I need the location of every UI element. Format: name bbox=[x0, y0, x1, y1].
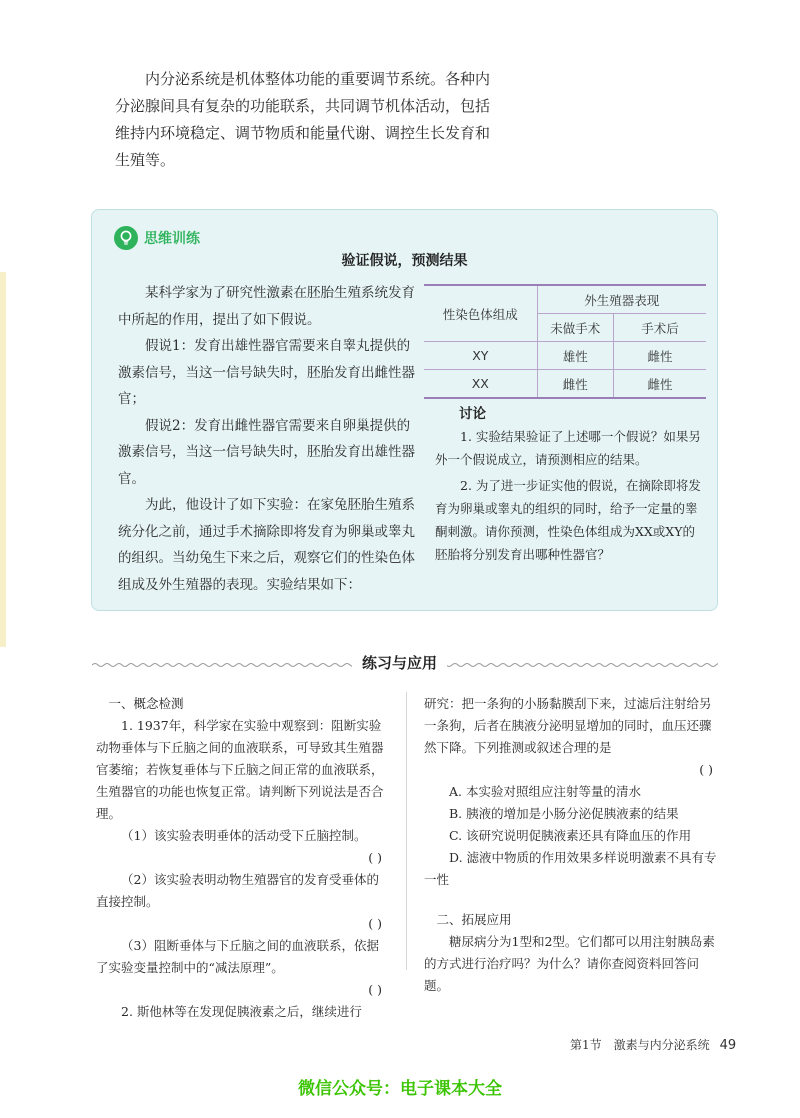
table-cell: 雌性 bbox=[614, 342, 707, 370]
footer-section: 第1节 激素与内分泌系统 bbox=[570, 1038, 710, 1052]
intro-paragraph: 内分泌系统是机体整体功能的重要调节系统。各种内分泌腺间具有复杂的功能联系，共同调节机体活动，包括维持内环境稳定、调节物质和能量代谢、调控生长发育和生殖等。 bbox=[115, 70, 491, 169]
paragraph: 某科学家为了研究性激素在胚胎生殖系统发育中所起的作用，提出了如下假说。 bbox=[118, 285, 415, 328]
table-cell: XX bbox=[424, 370, 537, 399]
option-d: D. 滤液中物质的作用效果多样说明激素不具有专一性 bbox=[424, 850, 717, 887]
option-a: A. 本实验对照组应注射等量的清水 bbox=[449, 784, 641, 799]
box-title: 验证假说，预测结果 bbox=[341, 253, 468, 269]
discussion-item: 1. 实验结果验证了上述哪一个假说？如果另外一个假说成立，请预测相应的结果。 bbox=[435, 429, 701, 467]
table-cell: XY bbox=[424, 342, 537, 370]
table-cell: 雄性 bbox=[537, 342, 613, 370]
extension-title: 二、拓展应用 bbox=[436, 912, 512, 927]
question-1-b: （2）该实验表明动物生殖器官的发育受垂体的直接控制。 bbox=[96, 872, 379, 909]
option-b: B. 胰液的增加是小肠分泌促胰液素的结果 bbox=[449, 806, 679, 821]
paragraph: 假说1：发育出雄性器官需要来自睾丸提供的激素信号，当这一信号缺失时，胚胎发育出雌性器官； bbox=[118, 338, 415, 407]
results-table bbox=[424, 284, 706, 399]
table-header-genitalia: 外生殖器表现 bbox=[537, 285, 706, 314]
table-cell: 雌性 bbox=[614, 370, 707, 399]
lightbulb-icon bbox=[114, 226, 138, 250]
table-header-untreated: 未做手术 bbox=[537, 314, 613, 342]
exercise-right-column bbox=[424, 693, 719, 997]
exercise-left-column bbox=[96, 693, 388, 1023]
column-divider bbox=[406, 692, 407, 970]
option-c: C. 该研究说明促胰液素还具有降血压的作用 bbox=[449, 828, 692, 843]
thinking-training-box bbox=[91, 209, 718, 611]
discussion-text bbox=[435, 426, 705, 570]
question-1-c: （3）阻断垂体与下丘脑之间的血液联系，依据了实验变量控制中的“减法原理”。 bbox=[96, 938, 379, 975]
table-header-after: 手术后 bbox=[614, 314, 707, 342]
page-number: 49 bbox=[719, 1038, 737, 1053]
table-cell: 雌性 bbox=[537, 370, 613, 399]
exercise-section-title: 练习与应用 bbox=[352, 652, 447, 673]
question-1: 1. 1937年，科学家在实验中观察到：阻断实验动物垂体与下丘脑之间的血液联系，可导致其生殖器官萎缩；若恢复垂体与下丘脑之间正常的血液联系，生殖器官的功能也恢复正常。请判断下列说法是否合理。 bbox=[96, 718, 384, 821]
answer-blank: ( ) bbox=[368, 916, 382, 931]
page-edge-tab bbox=[0, 272, 6, 647]
answer-blank: ( ) bbox=[368, 982, 382, 997]
thinking-badge bbox=[114, 226, 200, 250]
table-row bbox=[424, 370, 706, 399]
concept-check-title: 一、概念检测 bbox=[108, 696, 184, 711]
answer-blank: ( ) bbox=[699, 762, 713, 777]
paragraph: 为此，他设计了如下实验：在家兔胚胎生殖系统分化之前，通过手术摘除即将发育为卵巢或睾丸的组织。当幼兔生下来之后，观察它们的性染色体组成及外生殖器的表现。实验结果如下： bbox=[118, 497, 415, 593]
table-row bbox=[424, 342, 706, 370]
paragraph: 假说2：发育出雌性器官需要来自卵巢提供的激素信号，当这一信号缺失时，胚胎发育出雄性器官。 bbox=[118, 417, 415, 487]
wechat-watermark: 微信公众号：电子课本大全 bbox=[298, 1079, 502, 1099]
discussion-item: 2. 为了进一步证实他的假说，在摘除即将发育为卵巢或睾丸的组织的同时，给予一定量的睾酮刺激。请你预测，性染色体组成为XX或XY的胚胎将分别发育出哪种性器官？ bbox=[435, 478, 701, 562]
answer-blank: ( ) bbox=[368, 850, 382, 865]
question-2-start: 2. 斯他林等在发现促胰液素之后，继续进行 bbox=[121, 1004, 362, 1019]
discussion-title: 讨论 bbox=[459, 406, 486, 422]
page-footer bbox=[570, 1036, 736, 1053]
badge-label: 思维训练 bbox=[144, 231, 200, 247]
hypothesis-text bbox=[118, 280, 416, 598]
question-2-continued: 研究：把一条狗的小肠黏膜刮下来，过滤后注射给另一条狗，后者在胰液分泌明显增加的同时，血压还骤然下降。下列推测或叙述合理的是 bbox=[424, 696, 712, 755]
exercise-section-header bbox=[92, 652, 718, 680]
table-header-chromosome: 性染色体组成 bbox=[424, 285, 537, 342]
extension-question: 糖尿病分为1型和2型。它们都可以用注射胰岛素的方式进行治疗吗？为什么？请你查阅资料回答问题。 bbox=[424, 934, 715, 993]
question-1-a: （1）该实验表明垂体的活动受下丘脑控制。 bbox=[121, 828, 367, 843]
